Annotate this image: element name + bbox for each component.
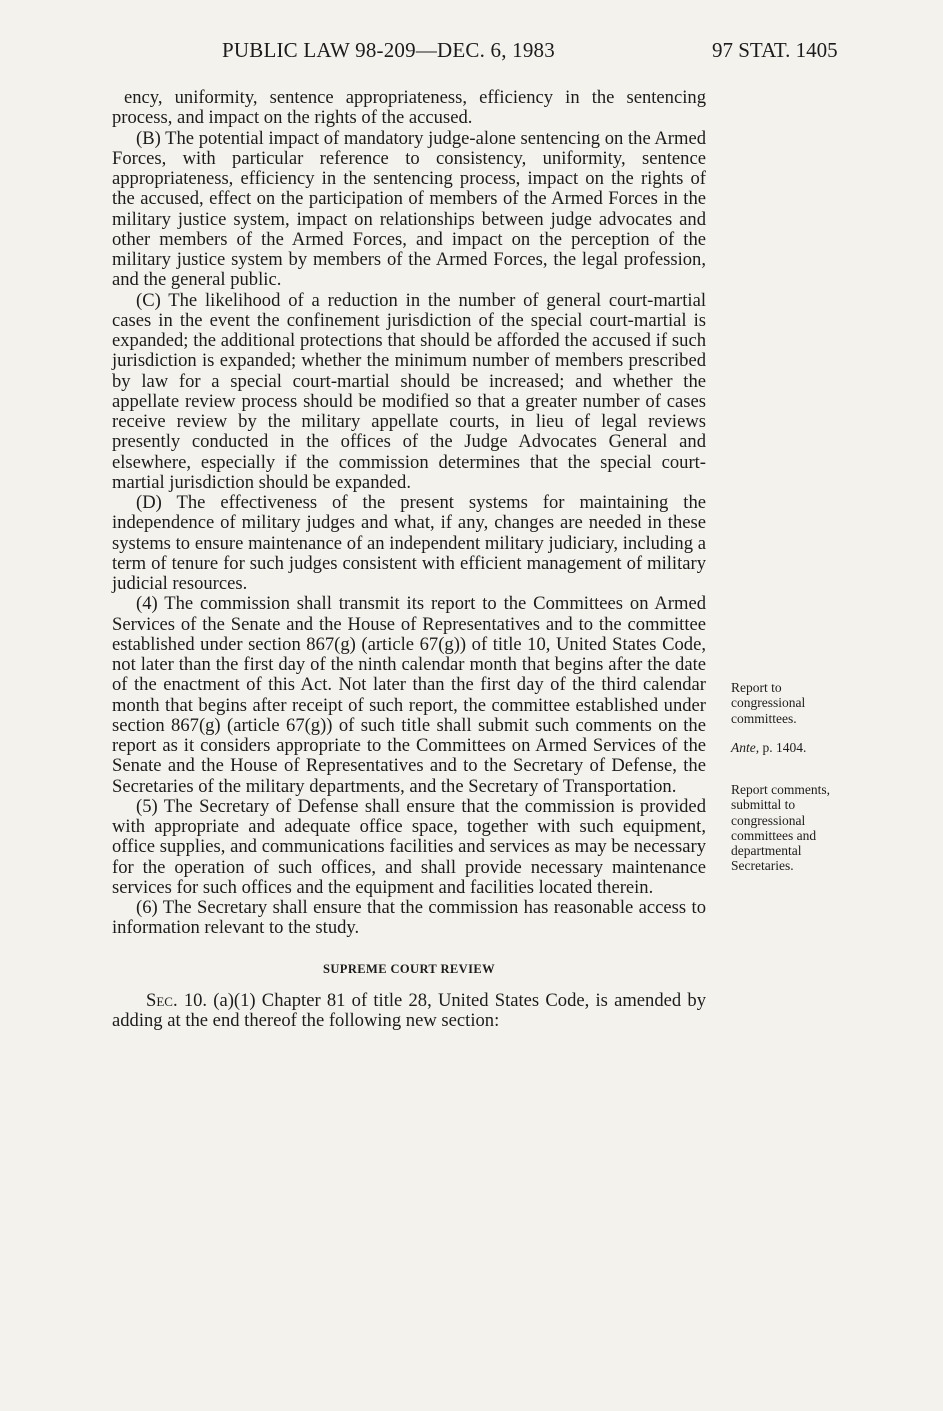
- section-heading: SUPREME COURT REVIEW: [323, 961, 495, 976]
- page-citation: 97 STAT. 1405: [712, 38, 838, 62]
- section-label: Sec.: [146, 989, 178, 1011]
- margin-note-ante-page: p. 1404.: [762, 740, 807, 755]
- paragraph-continuation: ency, uniformity, sentence appropriateness, efficiency in the sentencing process, and impact on the rights of the accused.: [112, 87, 706, 129]
- paragraph-b: (B) The potential impact of mandatory judge-alone sentencing on the Armed Forces, with particular reference to consistency, uniformity, sentence appropriateness, efficiency in the sentencing process, impact on the rights of the accused, effect on the participation of members of the Armed Forces in the military justice system, impact on relationships between judge advocates and other members of the Armed Forces, and impact on the perception of the military justice system by members of the Armed Forces, the legal profession, and the general public.: [112, 127, 706, 291]
- margin-note-ante-italic: Ante,: [731, 740, 760, 755]
- statute-body: [112, 88, 706, 1031]
- paragraph-4: (4) The commission shall transmit its report to the Committees on Armed Services of the Senate and the House of Representatives and to the committee established under section 867(g) (article 67(g)) of title 10, United States Code, not later than the first day of the ninth calendar month that begins after the date of the enactment of this Act. Not later than the first day of the third calendar month that begins after receipt of such report, the committee established under section 867(g) (article 67(g)) of such title shall submit such comments on the report as it considers appropriate to the Committees on Armed Services of the Senate and the House of Representatives and to the Secretary of Defense, the Secretaries of the military departments, and the Secretary of Transportation.: [112, 593, 706, 797]
- margin-note-report: Report to congressional committees.: [731, 680, 806, 726]
- margin-note-report-comments: Report comments, submittal to congressional committees and departmental Secretaries.: [731, 782, 830, 874]
- paragraph-c: (C) The likelihood of a reduction in the number of general court-martial cases in the event the confinement jurisdiction of the special court-martial is expanded; the additional protections that should be afforded the accused if such jurisdiction is expanded; whether the minimum number of members prescribed by law for a special court-martial should be increased; and whether the appellate review process should be modified so that a greater number of cases receive review by the military appellate courts, in lieu of legal reviews presently conducted in the offices of the Judge Advocates General and elsewhere, especially if the commission determines that the special court-martial jurisdiction should be expanded.: [112, 289, 706, 493]
- page-header: [0, 38, 943, 68]
- paragraph-d: (D) The effectiveness of the present systems for maintaining the independence of military judges and what, if any, changes are needed in these systems to ensure maintenance of an independent military judiciary, including a term of tenure for such judges consistent with efficient management of military judicial resources.: [112, 492, 706, 594]
- section-10-paragraph: [112, 991, 706, 1032]
- section-10-text: 10. (a)(1) Chapter 81 of title 28, United States Code, is amended by adding at the end thereof the following new section:: [112, 989, 707, 1031]
- margin-note-ante: [731, 740, 861, 755]
- paragraph-5: (5) The Secretary of Defense shall ensure that the commission is provided with appropriate and adequate office space, together with such equipment, office supplies, and communications facilities and services as may be necessary for the operation of such offices, and shall provide necessary maintenance services for such offices and the equipment and facilities located therein.: [112, 795, 706, 898]
- paragraph-6: (6) The Secretary shall ensure that the commission has reasonable access to information relevant to the study.: [112, 897, 706, 939]
- running-head: PUBLIC LAW 98-209—DEC. 6, 1983: [222, 38, 555, 62]
